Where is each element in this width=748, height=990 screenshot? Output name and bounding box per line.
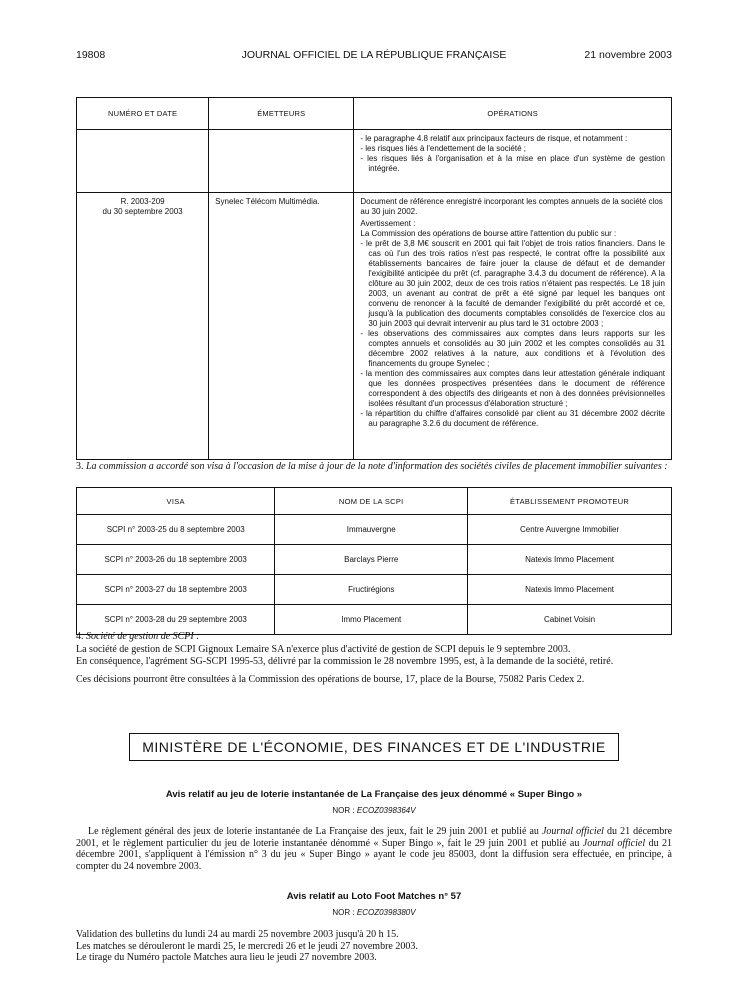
promoter-cell: Natexis Immo Placement bbox=[468, 575, 672, 605]
visa-cell: SCPI n° 2003-28 du 29 septembre 2003 bbox=[77, 605, 275, 635]
nor-code: ECOZ0398380V bbox=[356, 908, 416, 917]
nor-label: NOR : bbox=[332, 908, 355, 917]
section-number: 3. bbox=[76, 461, 84, 472]
notice-line: Le tirage du Numéro pactole Matches aura lieu le jeudi 27 novembre 2003. bbox=[76, 952, 377, 963]
page-header bbox=[76, 49, 672, 63]
issuer-cell: Synelec Télécom Multimédia. bbox=[209, 193, 354, 460]
column-header-number-date: NUMÉRO ET DATE bbox=[77, 98, 209, 130]
nor-reference bbox=[76, 806, 672, 815]
table-row bbox=[77, 193, 672, 460]
visa-cell: SCPI n° 2003-26 du 18 septembre 2003 bbox=[77, 545, 275, 575]
column-header-visa: VISA bbox=[77, 488, 275, 515]
column-header-promoter: ÉTABLISSEMENT PROMOTEUR bbox=[468, 488, 672, 515]
table-row bbox=[77, 515, 672, 545]
section-4 bbox=[76, 631, 676, 686]
paragraph: En conséquence, l'agrément SG-SCPI 1995-53, délivré par la commission le 28 novembre 1995, est, à la demande de la société, retiré. bbox=[76, 656, 614, 667]
promoter-cell: Centre Auvergne Immobilier bbox=[468, 515, 672, 545]
table-row bbox=[77, 545, 672, 575]
journal-title: JOURNAL OFFICIEL DE LA RÉPUBLIQUE FRANÇAISE bbox=[241, 49, 507, 61]
visa-cell: SCPI n° 2003-27 du 18 septembre 2003 bbox=[77, 575, 275, 605]
operations-cell bbox=[354, 130, 672, 193]
operation-intro: Document de référence enregistré incorporant les comptes annuels de la société clos au 30 juin 2002. bbox=[360, 197, 663, 216]
table-row bbox=[77, 130, 672, 193]
list-item: - les observations des commissaires aux comptes dans leurs rapports sur les comptes annuels et consolidés au 30 juin 2002 et les comptes consolidés au 31 décembre 2002 relatives à la nature, aux conditions et à l'évolution des financements du groupe Synelec ; bbox=[360, 329, 665, 369]
paragraph: Ces décisions pourront être consultées à la Commission des opérations de bourse, 17, place de la Bourse, 75082 Paris Cedex 2. bbox=[76, 673, 585, 685]
notice-line: Les matches se dérouleront le mardi 25, le mercredi 26 et le jeudi 27 novembre 2003. bbox=[76, 940, 418, 952]
promoter-cell: Natexis Immo Placement bbox=[468, 545, 672, 575]
table-row bbox=[77, 605, 672, 635]
scpi-name-cell: Immauvergne bbox=[275, 515, 468, 545]
nor-reference bbox=[76, 908, 672, 917]
scpi-name-cell: Immo Placement bbox=[275, 605, 468, 635]
list-item: - les risques liés à l'organisation et à la mise en place d'un système de gestion intégrée. bbox=[360, 154, 665, 174]
section-3-intro bbox=[76, 461, 672, 472]
notice-lines bbox=[76, 929, 672, 964]
column-header-issuers: ÉMETTEURS bbox=[209, 98, 354, 130]
page-number: 19808 bbox=[76, 49, 106, 61]
number-date-cell bbox=[77, 193, 209, 460]
nor-code: ECOZ0398364V bbox=[356, 806, 416, 815]
operations-cell bbox=[354, 193, 672, 460]
warning-label: Avertissement : bbox=[360, 219, 416, 228]
notice-title: Avis relatif au jeu de loterie instantanée de La Française des jeux dénommé « Super Bingo » bbox=[165, 789, 583, 800]
notice-title: Avis relatif au Loto Foot Matches n° 57 bbox=[286, 891, 462, 902]
section-number: 4. bbox=[76, 631, 84, 642]
column-header-scpi-name: NOM DE LA SCPI bbox=[275, 488, 468, 515]
promoter-cell: Cabinet Voisin bbox=[468, 605, 672, 635]
visa-operations-table bbox=[76, 97, 672, 460]
nor-label: NOR : bbox=[332, 806, 355, 815]
section-4-title bbox=[76, 631, 676, 644]
scpi-name-cell: Fructirégions bbox=[275, 575, 468, 605]
visa-cell: SCPI n° 2003-25 du 8 septembre 2003 bbox=[77, 515, 275, 545]
list-item: - le paragraphe 4.8 relatif aux principaux facteurs de risque, et notamment : bbox=[360, 134, 665, 144]
notice-line: Validation des bulletins du lundi 24 au mardi 25 novembre 2003 jusqu'à 20 h 15. bbox=[76, 929, 399, 940]
table-row bbox=[77, 575, 672, 605]
list-item: - le prêt de 3,8 M€ souscrit en 2001 qui fait l'objet de trois ratios financiers. Dans le cas où l'un des trois ratios n'est pas respecté, le contrat offre la possibilité aux établissements bancaires de faire jouer la clause de défaut et de demander l'exigibilité anticipée du prêt (cf. paragraphe 3.4.3 du document de référence). A la clôture au 30 juin 2002, deux de ces trois ratios n'étaient pas respectés. Le 18 juin 2003, un avenant au contrat de prêt a été signé par lequel les banques ont convenu de renoncer à la faculté de demander l'exigibilité du prêt accordé et ce, jusqu'à la publication des documents comptables consolidés de l'exercice clos au 30 juin 2003 qui devrait intervenir au plus tard le 31 octobre 2003 ; bbox=[360, 239, 665, 329]
notice-paragraph: Le règlement général des jeux de loterie instantanée de La Française des jeux, fait le 29 juin 2001 et publié au Journal officiel du 21 décembre 2001, et le règlement particulier du jeu de loterie instantanée dénommé « Super Bingo », fait le 29 juin 2001 et publié au Journal officiel du 21 décembre 2001, s'appliquent à l'émission n° 3 du jeu « Super Bingo » ayant le code jeu 85003, dont la diffusion sera effectuée, en principe, à compter du 24 novembre 2003. bbox=[76, 826, 673, 872]
scpi-table bbox=[76, 487, 672, 635]
section-text: La commission a accordé son visa à l'occasion de la mise à jour de la note d'information des sociétés civiles de placement immobilier suivantes : bbox=[86, 461, 668, 472]
visa-date: du 30 septembre 2003 bbox=[102, 207, 183, 216]
ministry-heading: MINISTÈRE DE L'ÉCONOMIE, DES FINANCES ET DE L'INDUSTRIE bbox=[129, 733, 619, 761]
scpi-name-cell: Barclays Pierre bbox=[275, 545, 468, 575]
section-title: Société de gestion de SCPI : bbox=[86, 631, 200, 642]
warning-text: La Commission des opérations de bourse attire l'attention du public sur : bbox=[360, 229, 617, 238]
visa-number: R. 2003-209 bbox=[120, 197, 165, 206]
list-item: - les risques liés à l'endettement de la société ; bbox=[360, 144, 665, 154]
list-item: - la mention des commissaires aux comptes dans leur attestation générale indiquant que les données prospectives présentées dans le document de référence correspondent à des objectifs des dirigeants et non à des données prévisionnelles isolées résultant d'un processus d'élaboration structuré ; bbox=[360, 369, 665, 409]
column-header-operations: OPÉRATIONS bbox=[354, 98, 672, 130]
list-item: - la répartition du chiffre d'affaires consolidé par client au 31 décembre 2002 décrite au paragraphe 3.2.6 du document de référence. bbox=[360, 409, 665, 429]
paragraph: La société de gestion de SCPI Gignoux Lemaire SA n'exerce plus d'activité de gestion de SCPI depuis le 9 septembre 2003. bbox=[76, 643, 571, 655]
issue-date: 21 novembre 2003 bbox=[584, 49, 672, 61]
